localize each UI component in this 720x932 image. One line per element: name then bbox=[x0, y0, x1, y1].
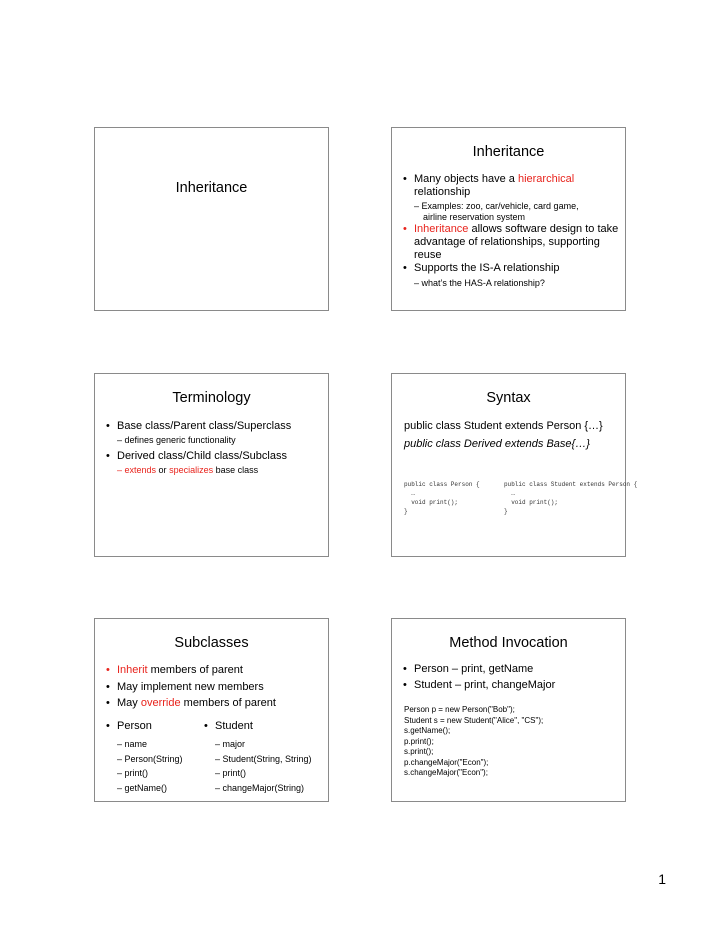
slide-3-title: Terminology bbox=[172, 390, 251, 406]
sub-bullet: – defines generic functionality bbox=[117, 435, 236, 445]
slide-4 bbox=[391, 373, 638, 557]
bullet: • Base class/Parent class/Superclass bbox=[106, 420, 292, 432]
bullet: • May override members of parent bbox=[106, 697, 276, 709]
bullet: • Inheritance allows software design to take advantage of relationships, supporting reuse bbox=[403, 223, 619, 261]
slide-3 bbox=[94, 373, 329, 557]
bullet: • Inherit members of parent bbox=[106, 664, 243, 676]
person-members: – name – Person(String) – print() – getName() bbox=[117, 739, 183, 793]
code-block-person: public class Person { … void print(); } bbox=[404, 481, 480, 515]
bullet: • Derived class/Child class/Subclass bbox=[106, 450, 287, 462]
sub-bullet: – Examples: zoo, car/vehicle, card game, airline reservation system bbox=[414, 201, 579, 222]
bullet-person: • Person bbox=[106, 720, 152, 732]
sub-bullet: – what’s the HAS-A relationship? bbox=[414, 278, 545, 288]
slide-5-title: Subclasses bbox=[174, 635, 249, 651]
slide-6 bbox=[391, 618, 626, 802]
slide-5 bbox=[94, 618, 329, 802]
bullet: • Many objects have a hierarchical relationship bbox=[403, 173, 575, 198]
slide-1-title: Inheritance bbox=[175, 180, 248, 196]
slide-6-title: Method Invocation bbox=[449, 635, 568, 651]
page-number: 1 bbox=[658, 871, 666, 887]
bullet: • Person – print, getName bbox=[403, 663, 534, 675]
bullet-student: • Student bbox=[204, 720, 253, 732]
bullet: • Student – print, changeMajor bbox=[403, 679, 556, 691]
code-block-student: public class Student extends Person { … void print(); } bbox=[504, 481, 638, 515]
slide-2-title: Inheritance bbox=[472, 144, 545, 160]
sub-bullet: – extends or specializes base class bbox=[117, 465, 259, 475]
slide-2 bbox=[391, 127, 626, 311]
syntax-line: public class Student extends Person {…} bbox=[404, 420, 603, 432]
slide-4-title: Syntax bbox=[486, 390, 531, 406]
slide-1 bbox=[94, 127, 329, 311]
syntax-line-italic: public class Derived extends Base{…} bbox=[404, 438, 590, 450]
student-members: – major – Student(String, String) – print() – changeMajor(String) bbox=[215, 739, 312, 793]
code-listing: Person p = new Person("Bob"); Student s = new Student("Alice", "CS"); s.getName(); p.print(); s.print(); p.changeMajor("Econ"); s.changeMajor("Econ"); bbox=[404, 705, 544, 777]
bullet: • May implement new members bbox=[106, 681, 264, 693]
bullet: • Supports the IS-A relationship bbox=[403, 262, 560, 274]
